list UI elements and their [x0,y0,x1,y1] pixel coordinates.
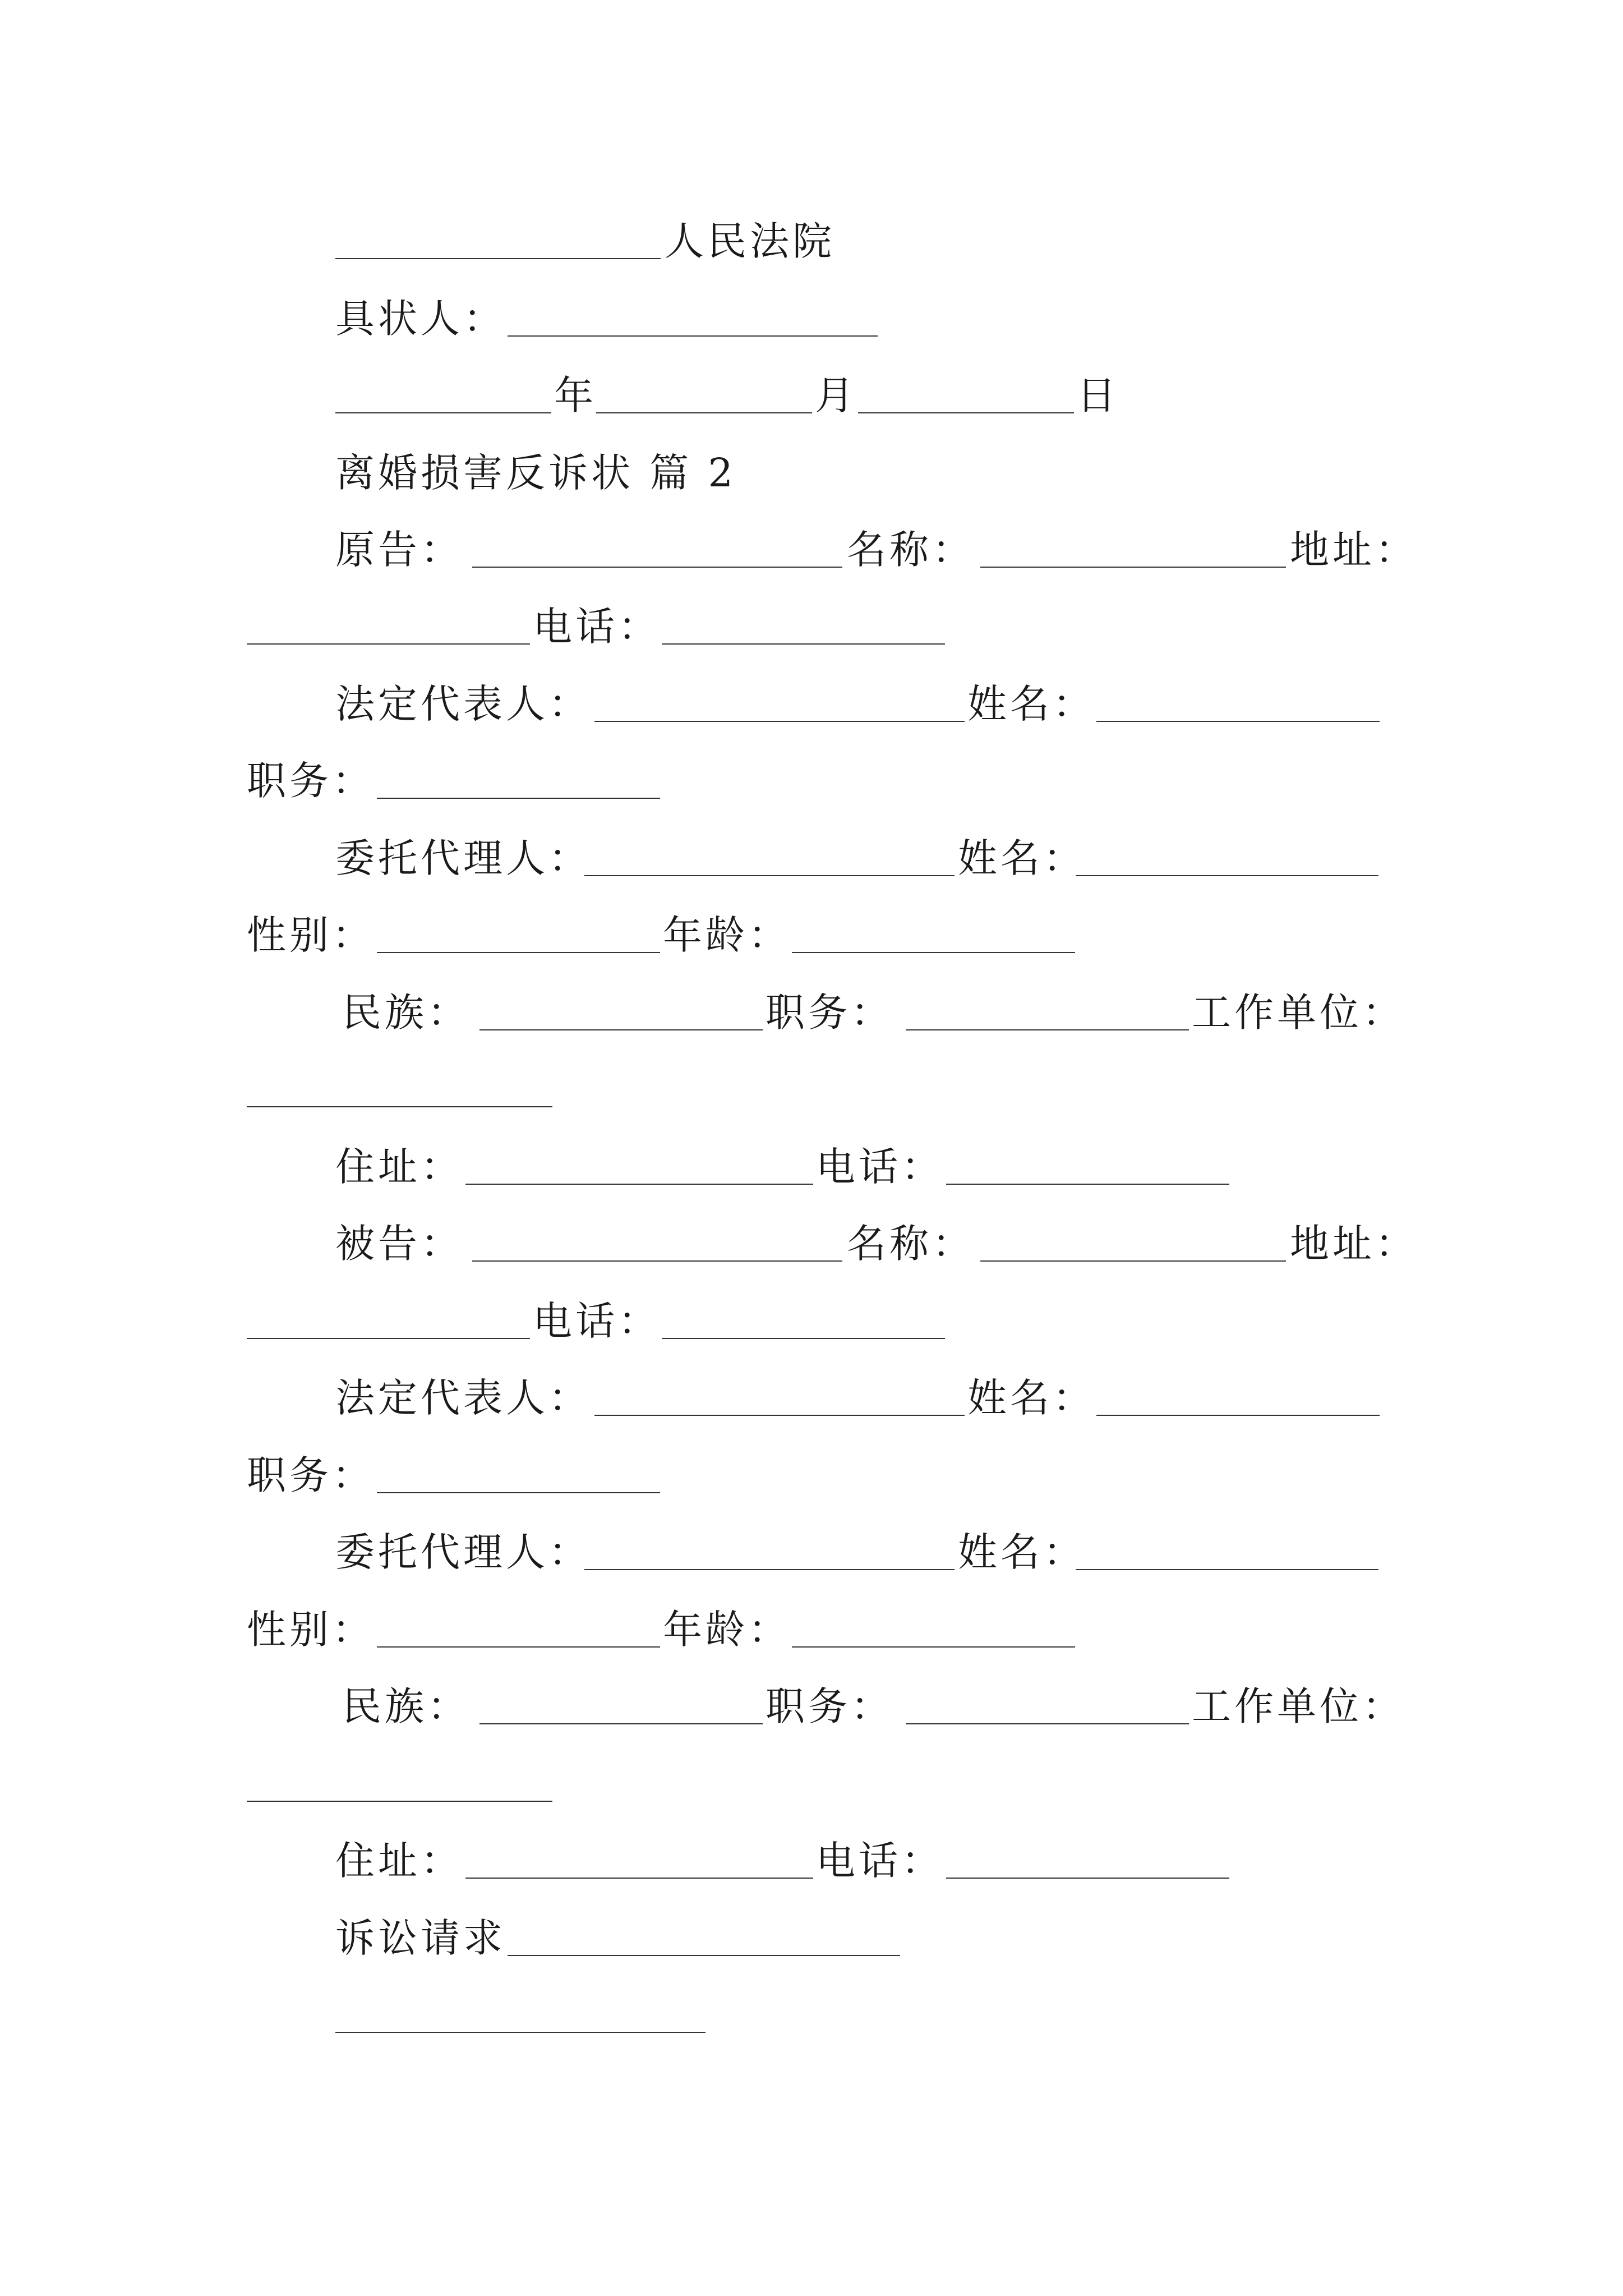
defendant-residence-phone-blank[interactable] [946,1878,1229,1879]
defendant-residence-label: 住址： [335,1838,463,1884]
plaintiff-workplace-blank[interactable] [247,1106,552,1107]
plaintiff-ethnicity-line [0,984,1623,1041]
defendant-rep-position-blank[interactable] [377,1492,660,1493]
day-blank[interactable] [858,412,1074,413]
defendant-gender-blank[interactable] [377,1646,660,1648]
plaintiff-address-line [0,599,1623,655]
plaintiff-rep-position-line [0,753,1623,809]
plaintiff-residence-line [0,1139,1623,1195]
plaintiff-residence-blank[interactable] [465,1184,813,1185]
plaintiff-phone-blank[interactable] [662,643,945,645]
defendant-workplace-line [0,1756,1623,1812]
plaintiff-workplace-line [0,1061,1623,1117]
defendant-role-label: 被告： [335,1221,463,1267]
defendant-agent-blank[interactable] [584,1569,955,1570]
defendant-rep-position-line [0,1447,1623,1503]
plaintiff-address-label: 地址： [1290,527,1418,573]
plaintiff-legal-rep-line [0,676,1623,732]
plaintiff-ethnicity-blank[interactable] [479,1029,763,1030]
defendant-ethnicity-blank[interactable] [479,1723,763,1724]
defendant-name-label: 名称： [847,1221,975,1267]
plaintiff-agent-name-label: 姓名： [958,835,1086,881]
plaintiff-residence-label: 住址： [335,1144,463,1190]
plaintiff-residence-phone-blank[interactable] [946,1184,1229,1185]
plaintiff-blank[interactable] [472,567,842,568]
plaintiff-rep-position-blank[interactable] [377,798,660,799]
plaintiff-agent-name-blank[interactable] [1076,875,1378,876]
defendant-blank[interactable] [472,1260,842,1262]
plaintiff-agent-blank[interactable] [584,875,955,876]
plaintiff-agent-line [0,830,1623,886]
defendant-agent-line [0,1524,1623,1580]
plaintiff-role-label: 原告： [335,527,463,573]
month-blank[interactable] [596,412,812,413]
plaintiff-rep-name-label: 姓名： [967,681,1095,727]
plaintiff-rep-name-blank[interactable] [1096,721,1380,722]
signatory-blank[interactable] [508,335,878,337]
defendant-address-label: 地址： [1290,1221,1418,1267]
defendant-legal-rep-label: 法定代表人： [335,1375,591,1421]
defendant-address-blank[interactable] [247,1338,530,1339]
defendant-legal-rep-line [0,1370,1623,1426]
plaintiff-position-label: 职务： [766,990,893,1036]
defendant-legal-rep-blank[interactable] [594,1415,965,1416]
defendant-phone-label: 电话： [533,1298,661,1344]
defendant-phone-blank[interactable] [662,1338,945,1339]
plaintiff-line [0,522,1623,578]
defendant-rep-name-blank[interactable] [1096,1415,1380,1416]
defendant-ethnicity-line [0,1678,1623,1734]
plaintiff-legal-rep-blank[interactable] [594,721,965,722]
section-title [0,445,1623,501]
defendant-residence-line [0,1833,1623,1889]
plaintiff-workplace-label: 工作单位： [1192,990,1405,1036]
plaintiff-gender-blank[interactable] [377,952,660,953]
signatory-line [0,291,1623,347]
claims-blank[interactable] [508,1955,900,1956]
claims-line [0,1910,1623,1966]
plaintiff-gender-line [0,907,1623,963]
plaintiff-ethnicity-label: 民族： [342,990,470,1036]
plaintiff-residence-phone-label: 电话： [816,1144,944,1190]
court-line [0,213,1623,269]
plaintiff-legal-rep-label: 法定代表人： [335,681,591,727]
plaintiff-address-blank[interactable] [247,643,530,645]
defendant-age-label: 年龄： [663,1607,791,1653]
defendant-gender-label: 性别： [247,1607,375,1653]
defendant-ethnicity-label: 民族： [342,1683,470,1729]
defendant-position-blank[interactable] [906,1723,1189,1724]
court-label: 人民法院 [665,218,835,264]
defendant-residence-blank[interactable] [465,1878,813,1879]
defendant-address-line [0,1293,1623,1349]
defendant-line [0,1216,1623,1272]
defendant-position-label: 职务： [766,1683,893,1729]
signatory-label: 具状人： [335,296,506,342]
defendant-agent-name-label: 姓名： [958,1529,1086,1575]
defendant-workplace-blank[interactable] [247,1801,552,1802]
defendant-name-blank[interactable] [980,1260,1286,1262]
month-label: 月 [815,372,857,418]
plaintiff-age-label: 年龄： [663,912,791,958]
plaintiff-rep-position-label: 职务： [247,758,375,804]
plaintiff-name-blank[interactable] [980,567,1286,568]
plaintiff-phone-label: 电话： [533,604,661,650]
plaintiff-age-blank[interactable] [792,952,1075,953]
plaintiff-agent-label: 委托代理人： [335,835,591,881]
plaintiff-name-label: 名称： [847,527,975,573]
defendant-residence-phone-label: 电话： [816,1838,944,1884]
defendant-rep-position-label: 职务： [247,1452,375,1498]
defendant-workplace-label: 工作单位： [1192,1683,1405,1729]
claims-continuation-line [0,1987,1623,2043]
defendant-agent-label: 委托代理人： [335,1529,591,1575]
plaintiff-position-blank[interactable] [906,1029,1189,1030]
plaintiff-gender-label: 性别： [247,912,375,958]
defendant-agent-name-blank[interactable] [1076,1569,1378,1570]
defendant-rep-name-label: 姓名： [967,1375,1095,1421]
claims-continuation-blank[interactable] [335,2032,706,2033]
defendant-age-blank[interactable] [792,1646,1075,1648]
date-line [0,367,1623,424]
section-title-text: 离婚损害反诉状 篇 2 [335,450,737,496]
day-label: 日 [1077,372,1119,418]
year-label: 年 [554,372,597,418]
year-blank[interactable] [335,412,551,413]
court-name-blank[interactable] [335,258,661,259]
claims-label: 诉讼请求 [335,1915,506,1961]
defendant-gender-line [0,1602,1623,1658]
